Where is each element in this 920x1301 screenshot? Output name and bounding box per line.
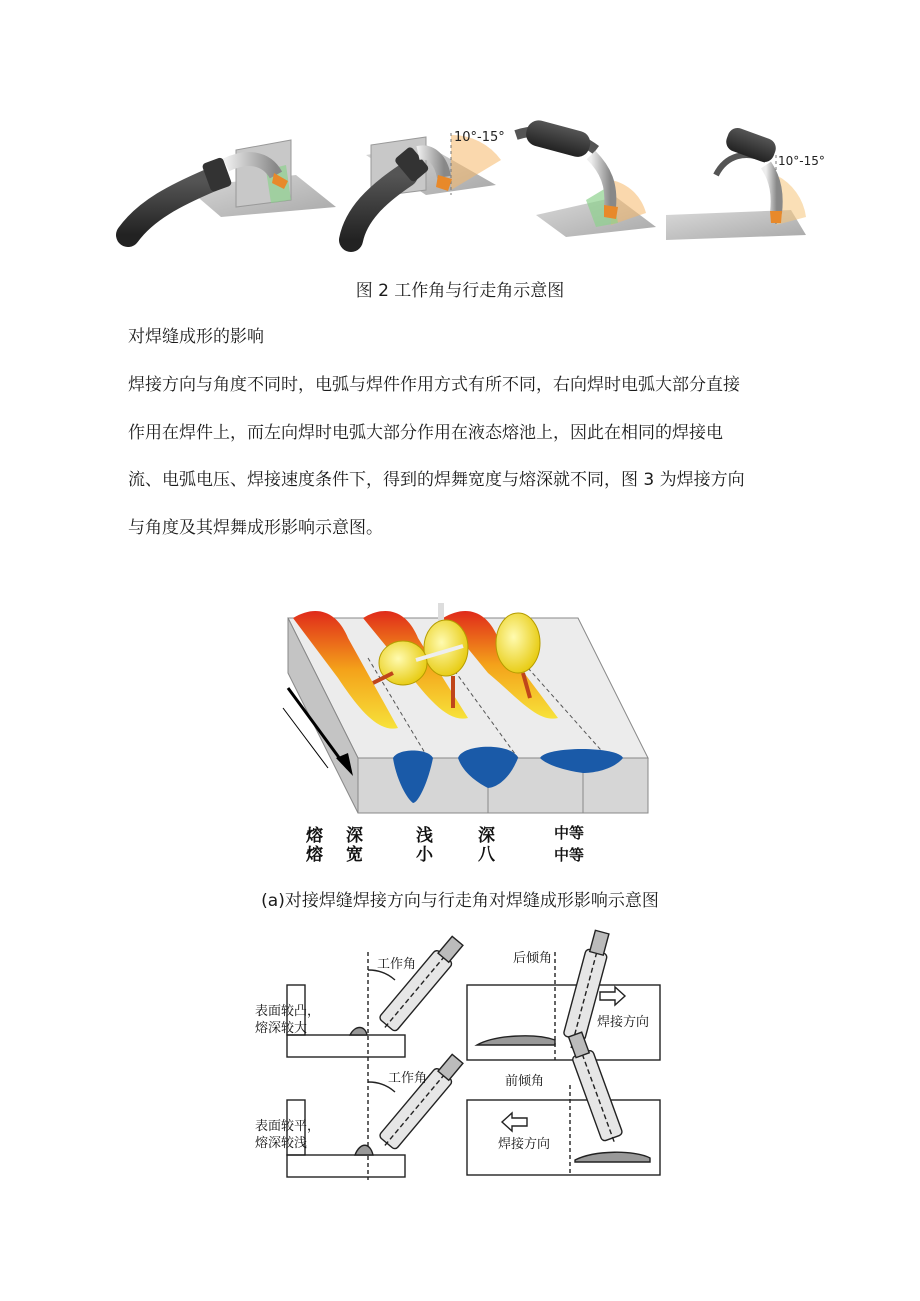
paragraph-line: 作用在焊件上，而左向焊时电弧大部分作用在液态熔池上，因此在相同的焊接电 — [128, 422, 723, 443]
fig3a-label: 深 — [346, 826, 363, 846]
fig3a-label: 小 — [416, 845, 433, 865]
work-angle-label-2: 工作角 — [388, 1071, 428, 1086]
angle-label-2: 10°-15° — [778, 154, 825, 168]
surface-flat-label: 熔深较浅 — [255, 1136, 308, 1151]
angle-label-1: 10°-15° — [454, 130, 505, 145]
fig3a-label: 熔 — [306, 826, 323, 846]
paragraph-line: 焊接方向与角度不同时，电弧与焊件作用方式有所不同，右向焊时电弧大部分直接 — [128, 375, 740, 395]
fig3a-label: 八 — [478, 845, 495, 865]
torch-illustration-3 — [516, 118, 656, 237]
fig3a-label: 中等 — [554, 846, 585, 864]
figure-3a-illustration — [278, 598, 650, 868]
back-angle-label: 后倾角 — [513, 951, 553, 966]
figure-3b-illustration — [255, 930, 665, 1185]
torch-illustration-4 — [666, 125, 825, 240]
paragraph-line: 流、电弧电压、焊接速度条件下，得到的焊舞宽度与熔深就不同，图 3 为焊接方向 — [128, 470, 745, 490]
fig3a-label: 浅 — [416, 826, 433, 846]
surface-flat-label: 表面较平， — [255, 1119, 321, 1134]
figure-2-illustration — [126, 115, 825, 250]
body-paragraph — [128, 362, 808, 552]
fig3a-label: 中等 — [554, 824, 585, 842]
weld-direction-label-1: 焊接方向 — [597, 1015, 650, 1030]
torch-illustration-2 — [351, 130, 505, 240]
surface-convex-label: 表面较凸， — [255, 1004, 321, 1019]
surface-convex-label: 熔深较大 — [255, 1021, 308, 1036]
torch-illustration-1 — [128, 140, 336, 235]
paragraph-line: 与角度及其焊舞成形影响示意图。 — [128, 517, 383, 538]
fig3a-label: 熔 — [306, 845, 323, 865]
figure-2-caption: 图 2 工作角与行走角示意图 — [355, 281, 565, 301]
fig3a-label: 宽 — [346, 845, 363, 865]
figure-3a-caption: (a)对接焊缝焊接方向与行走角对焊缝成形影响示意图 — [261, 891, 659, 911]
fig3a-label: 深 — [478, 826, 495, 846]
section-heading: 对焊缝成形的影响 — [128, 327, 264, 347]
weld-direction-label-2: 焊接方向 — [498, 1137, 551, 1152]
work-angle-label-1: 工作角 — [377, 957, 417, 972]
front-angle-label: 前倾角 — [505, 1074, 545, 1089]
